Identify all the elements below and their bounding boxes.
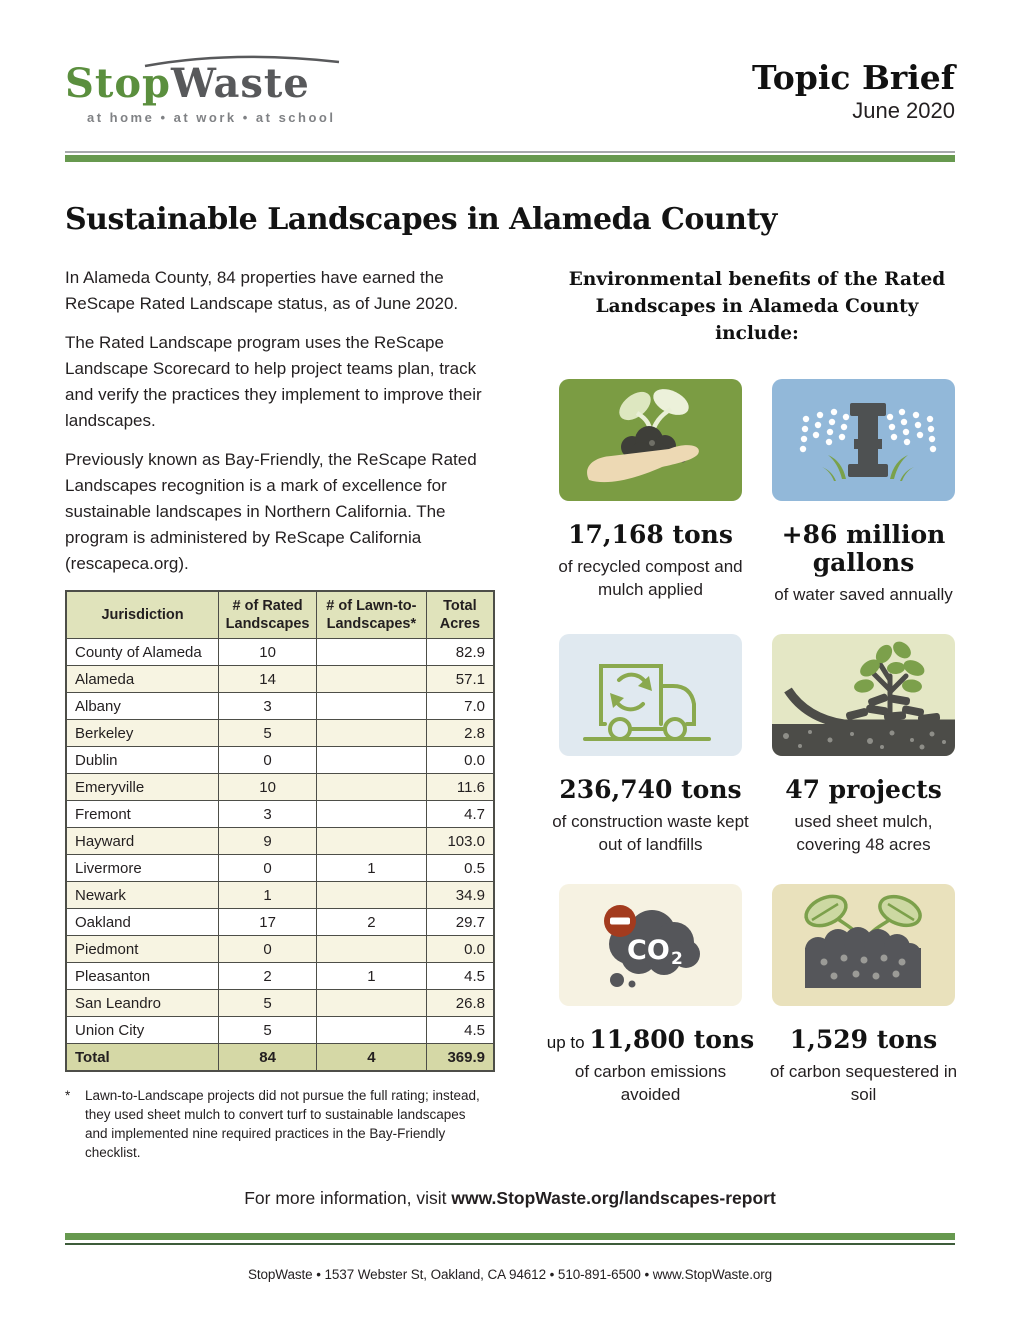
table-cell: 5 (219, 720, 317, 747)
table-cell: Oakland (66, 909, 219, 936)
table-row (66, 1017, 494, 1044)
table-row (66, 963, 494, 990)
benefit-desc: of recycled compost and mulch applied (558, 557, 743, 600)
benefit-stat: 236,740 tons (559, 775, 742, 805)
table-cell: 0.5 (426, 855, 494, 882)
content-columns (65, 265, 958, 1162)
table-cell: 84 (219, 1044, 317, 1071)
logo-tagline: at home • at work • at school (87, 110, 336, 125)
logo-stop-text: Stop (65, 60, 172, 107)
table-cell: 4 (317, 1044, 427, 1071)
table-cell: 103.0 (426, 828, 494, 855)
benefit-tile (559, 884, 742, 1006)
table-row (66, 666, 494, 693)
stopwaste-logo (65, 52, 335, 125)
left-column (65, 265, 499, 1162)
benefit-desc: of water saved annually (774, 585, 953, 605)
table-row (66, 855, 494, 882)
table-cell: 9 (219, 828, 317, 855)
table-row (66, 747, 494, 774)
benefit-tile (772, 634, 955, 756)
table-cell: Albany (66, 693, 219, 720)
table-cell: Piedmont (66, 936, 219, 963)
benefit-tile (772, 884, 955, 1006)
brief-date: June 2020 (852, 98, 955, 124)
benefit-carbon-soil (769, 884, 958, 1106)
benefit-stat: +86 million gallons (781, 520, 946, 578)
soil-carbon-icon (772, 884, 955, 1006)
table-cell (317, 828, 427, 855)
benefit-water (772, 379, 955, 606)
benefit-tiles-grid (546, 379, 958, 1134)
table-cell: 4.5 (426, 963, 494, 990)
benefit-tile (772, 379, 955, 501)
table-cell: 0.0 (426, 936, 494, 963)
benefit-construction-waste (552, 634, 749, 856)
table-cell (317, 1017, 427, 1044)
svg-text:CO: CO (627, 935, 670, 967)
table-row (66, 720, 494, 747)
table-row (66, 909, 494, 936)
table-cell: Total (66, 1044, 219, 1071)
table-cell: County of Alameda (66, 639, 219, 666)
benefit-compost (559, 379, 742, 606)
table-cell: 5 (219, 1017, 317, 1044)
table-cell: 4.5 (426, 1017, 494, 1044)
col-header-jurisdiction: Jurisdiction (66, 591, 219, 639)
more-info-line (65, 1188, 955, 1209)
recycling-truck-icon (559, 634, 742, 756)
header (65, 52, 955, 125)
benefits-heading: Environmental benefits of the Rated Landscapes in Alameda County include: (568, 269, 946, 344)
table-header-row (66, 591, 494, 639)
table-cell: 3 (219, 801, 317, 828)
table-cell: Pleasanton (66, 963, 219, 990)
table-cell: Dublin (66, 747, 219, 774)
table-cell: 57.1 (426, 666, 494, 693)
benefit-desc: of construction waste kept out of landfills (552, 812, 749, 855)
benefit-desc: of carbon emissions avoided (574, 1062, 727, 1105)
table-cell (317, 639, 427, 666)
table-cell: Berkeley (66, 720, 219, 747)
table-footnote (65, 1086, 485, 1162)
benefit-desc: of carbon sequestered in soil (769, 1062, 958, 1105)
brief-title: Topic Brief (752, 58, 955, 97)
logo-swoosh-icon (143, 54, 343, 68)
table-row (66, 936, 494, 963)
table-cell (317, 801, 427, 828)
table-cell: San Leandro (66, 990, 219, 1017)
svg-text:2: 2 (671, 949, 683, 970)
brief-meta (752, 52, 955, 124)
table-cell (317, 774, 427, 801)
compost-hand-icon (559, 379, 742, 501)
table-cell (317, 666, 427, 693)
benefit-tile (559, 634, 742, 756)
right-column (546, 265, 958, 1162)
footnote-marker: * (65, 1087, 71, 1103)
table-cell: 82.9 (426, 639, 494, 666)
table-cell (317, 990, 427, 1017)
table-cell: Newark (66, 882, 219, 909)
table-cell: 0 (219, 936, 317, 963)
table-cell: Fremont (66, 801, 219, 828)
benefit-sheet-mulch (772, 634, 955, 856)
table-cell (317, 747, 427, 774)
table-cell: 29.7 (426, 909, 494, 936)
table-row (66, 693, 494, 720)
table-cell: 10 (219, 774, 317, 801)
table-row (66, 882, 494, 909)
table-cell (317, 720, 427, 747)
page-title: Sustainable Landscapes in Alameda County (65, 202, 777, 237)
table-row (66, 639, 494, 666)
table-cell: Emeryville (66, 774, 219, 801)
jurisdiction-table (65, 590, 495, 1072)
sprinkler-icon (772, 379, 955, 501)
table-cell: Hayward (66, 828, 219, 855)
table-row (66, 801, 494, 828)
table-cell: 14 (219, 666, 317, 693)
table-cell: 1 (317, 963, 427, 990)
table-cell (317, 882, 427, 909)
table-cell: 17 (219, 909, 317, 936)
benefit-stat: 1,529 tons (789, 1025, 938, 1055)
col-header-acres: Total Acres (426, 591, 494, 639)
intro-paragraph: In Alameda County, 84 properties have earned the ReScape Rated Landscape status, as of June 2020. (65, 268, 459, 313)
table-cell: 3 (219, 693, 317, 720)
sheet-mulch-icon (772, 634, 955, 756)
table-row (66, 828, 494, 855)
table-cell: 0 (219, 747, 317, 774)
table-cell: 2 (317, 909, 427, 936)
benefit-desc: used sheet mulch, covering 48 acres (794, 812, 933, 855)
footer-address: StopWaste • 1537 Webster St, Oakland, CA 94612 • 510-891-6500 • www.StopWaste.org (247, 1266, 773, 1282)
benefit-carbon-avoided (546, 884, 755, 1106)
logo-waste-text: Waste (171, 60, 310, 107)
table-cell: 11.6 (426, 774, 494, 801)
table-cell: 0 (219, 855, 317, 882)
logo-wordmark (65, 60, 335, 107)
table-cell: 7.0 (426, 693, 494, 720)
table-cell (317, 693, 427, 720)
benefit-tile (559, 379, 742, 501)
col-header-rated: # of Rated Landscapes (219, 591, 317, 639)
benefit-stat: 17,168 tons (568, 520, 733, 550)
table-cell (317, 936, 427, 963)
bottom-divider (65, 1233, 955, 1245)
table-cell: 369.9 (426, 1044, 494, 1071)
landscapes-report-link[interactable]: www.StopWaste.org/landscapes-report (451, 1187, 776, 1208)
intro-paragraph: The Rated Landscape program uses the ReScape Landscape Scorecard to help project teams plan, track and verify the practices they implement to improve their landscapes. (65, 333, 482, 430)
table-total-row (66, 1044, 494, 1071)
more-info-text: For more information, visit (244, 1187, 452, 1208)
benefit-stat: 47 projects (785, 775, 942, 805)
table-cell: 10 (219, 639, 317, 666)
table-cell: 0.0 (426, 747, 494, 774)
table-cell: 34.9 (426, 882, 494, 909)
table-cell: 2.8 (426, 720, 494, 747)
footnote-text: Lawn-to-Landscape projects did not pursue the full rating; instead, they used sheet mulch to convert turf to sustainable landscapes and implemented nine required practices in the Bay-Friendly checklist. (85, 1087, 480, 1160)
table-cell: 4.7 (426, 801, 494, 828)
benefit-stat: up to 11,800 tons (546, 1025, 755, 1055)
table-row (66, 774, 494, 801)
table-cell: 1 (219, 882, 317, 909)
table-cell: 1 (317, 855, 427, 882)
co2-avoided-icon (559, 884, 742, 1006)
table-row (66, 990, 494, 1017)
table-cell: Union City (66, 1017, 219, 1044)
top-divider (65, 151, 955, 162)
table-cell: 2 (219, 963, 317, 990)
col-header-lawn: # of Lawn-to-Landscapes* (317, 591, 427, 639)
table-cell: Livermore (66, 855, 219, 882)
table-cell: 26.8 (426, 990, 494, 1017)
intro-paragraph: Previously known as Bay-Friendly, the ReScape Rated Landscapes recognition is a mark of excellence for sustainable landscapes in Northern California. The program is administered by ReScape California (rescapeca.org). (65, 450, 477, 573)
table-cell: Alameda (66, 666, 219, 693)
table-cell: 5 (219, 990, 317, 1017)
